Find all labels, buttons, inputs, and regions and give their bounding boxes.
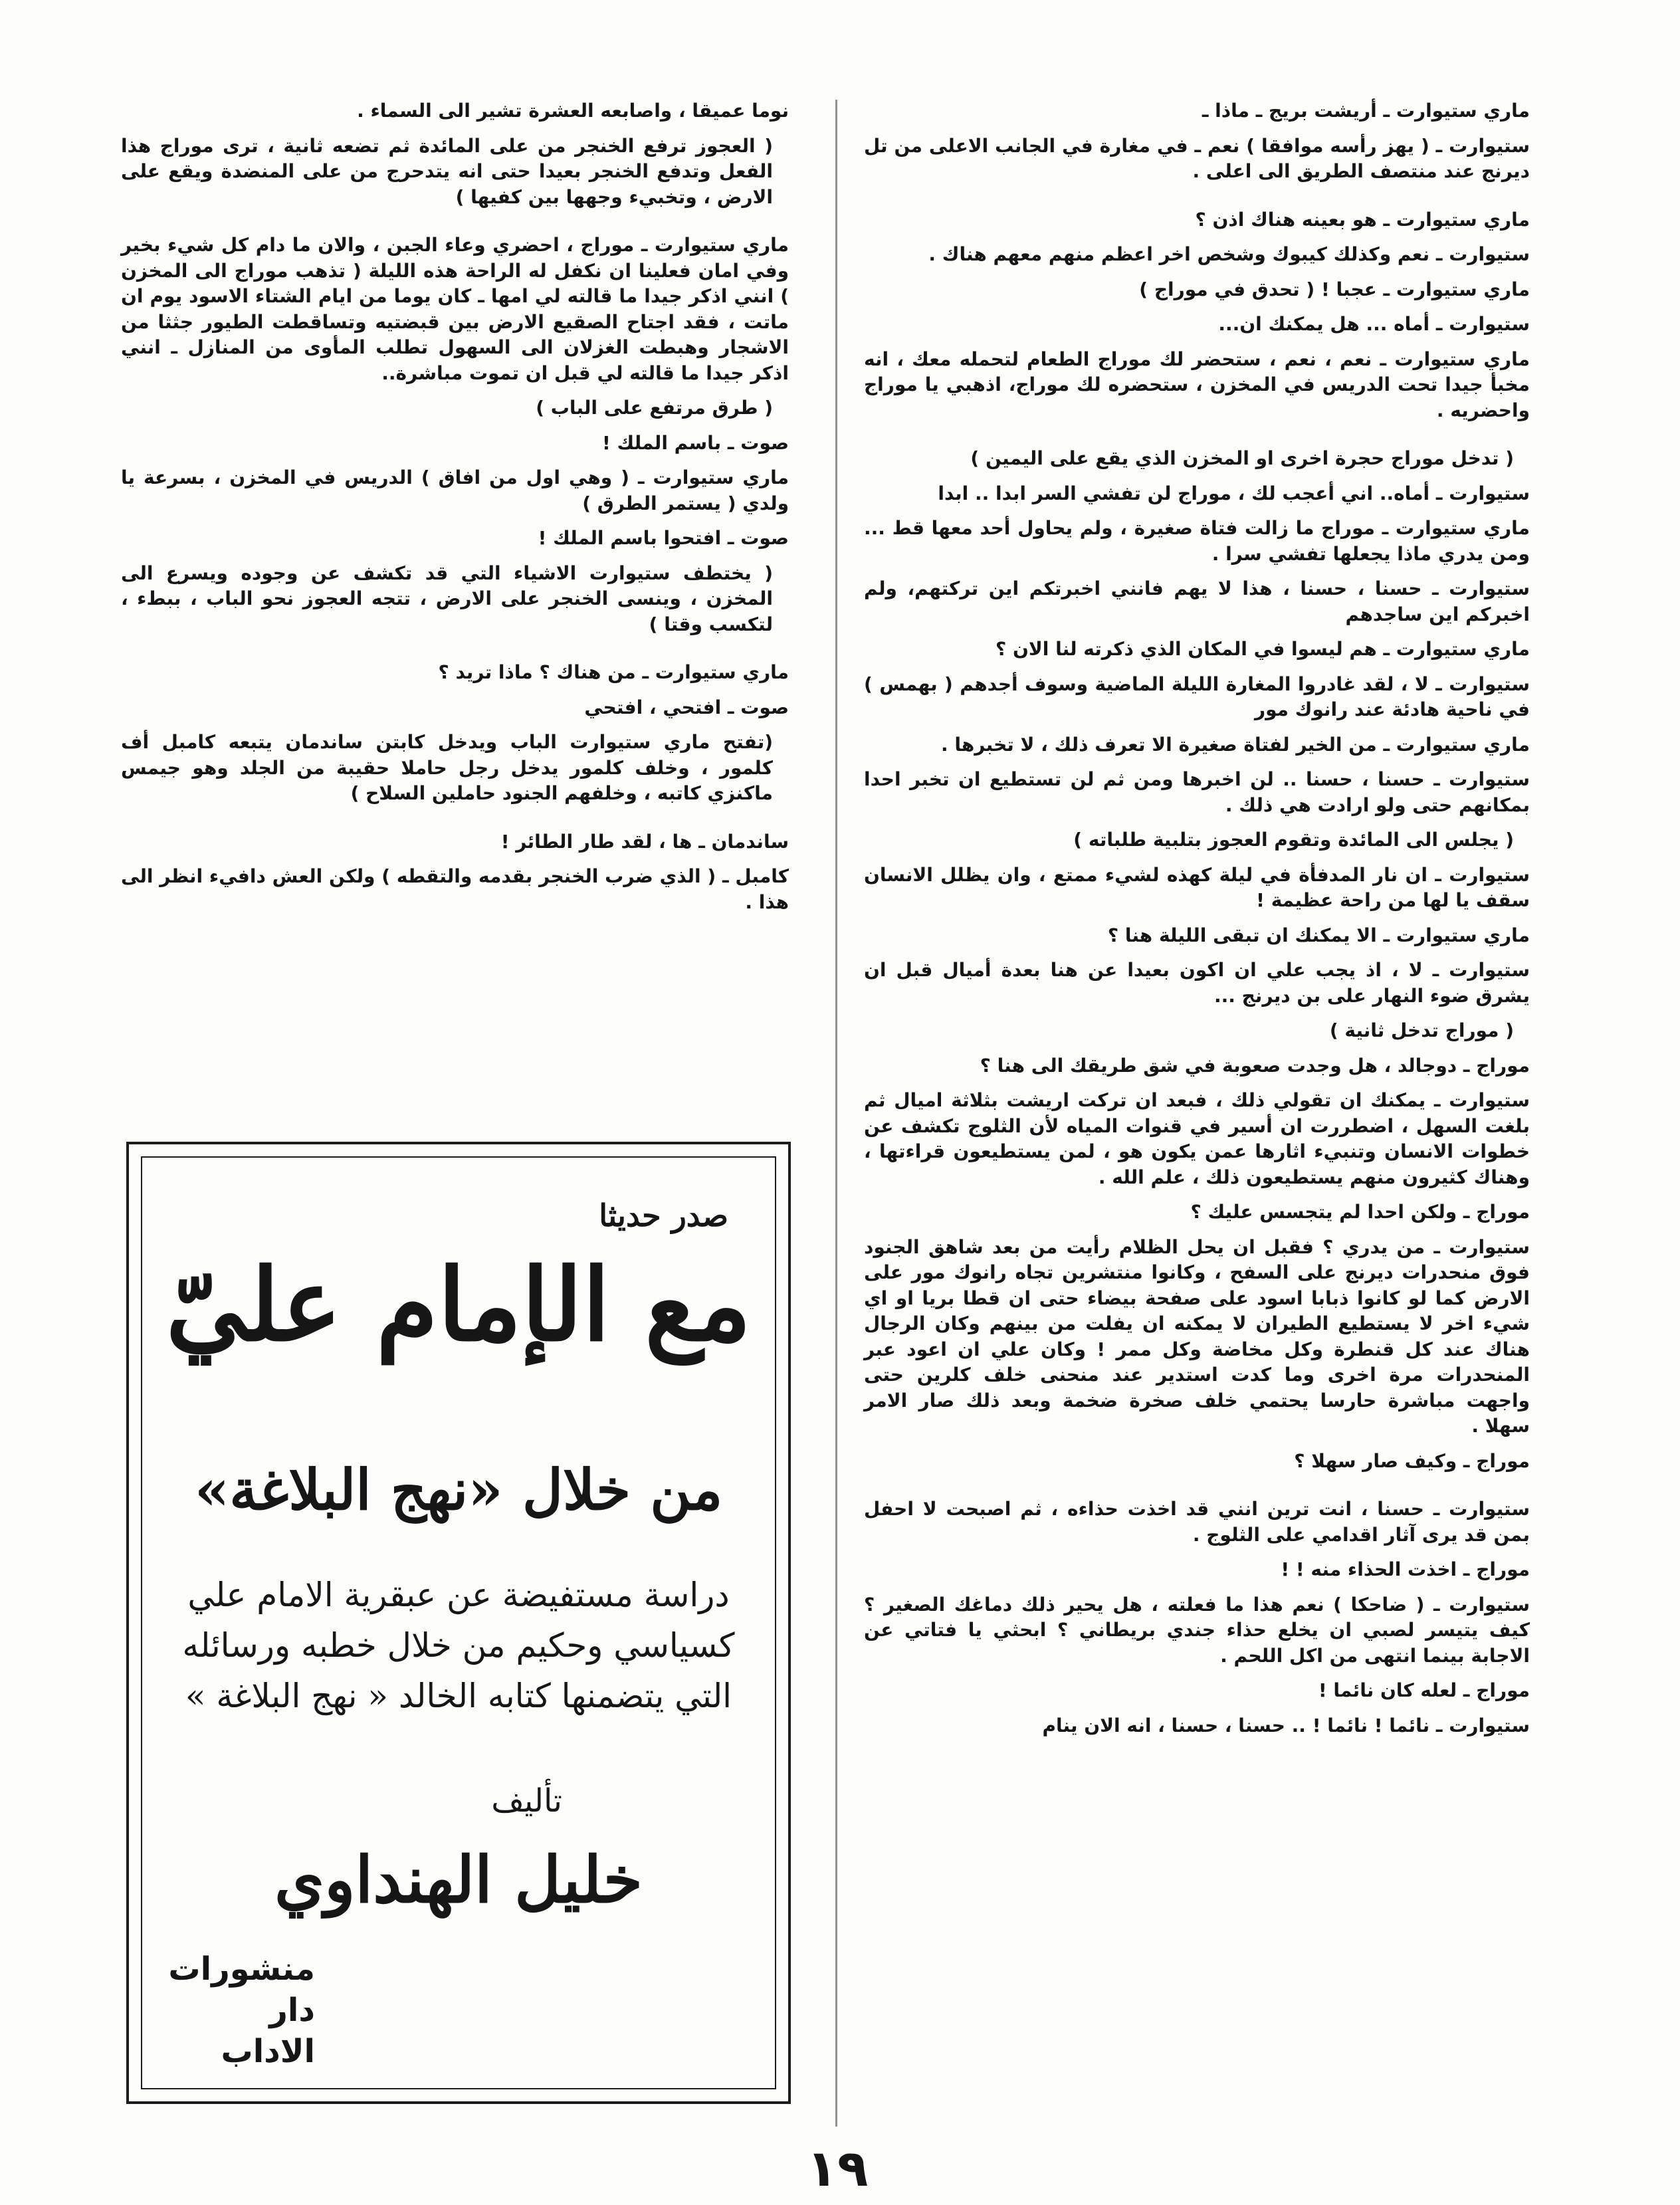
right-text-column xyxy=(864,98,1530,1748)
paragraph: ماري ستيوارت ـ من هناك ؟ ماذا تريد ؟ xyxy=(438,661,789,683)
ad-book-title: مع الإمام عليّ xyxy=(165,1247,752,1364)
ad-publisher xyxy=(168,1948,315,2072)
stage-direction: ( يجلس الى المائدة وتقوم العجوز بتلبية طلباته ) xyxy=(1073,829,1514,851)
ad-by-label: تأليف xyxy=(491,1782,562,1820)
ad-author: خليل الهنداوي xyxy=(274,1842,643,1917)
paragraph: ستيوارت ـ من يدري ؟ فقبل ان يحل الظلام رأيت من بعد شاهق الجنود فوق منحدرات ديرنج على السفح ، وكانوا منتشرين تجاه رانوك مور على الارض كما لو كانوا ذبابا اسود على صفحة بيضاء حتى ان قطا بريا او اي شيء اخر لا يستطيع الطيران لا يمكنه ان يفلت من بينهم وكان الرجال هناك عند كل قنطرة وكل مخاضة وكل ممر ! وكان علي ان اعود عبر المنحدرات مرة اخرى وما كدت استدير عند منحنى خلف كلرين حتى واجهت مباشرة حارسا يحتمي خلف صخرة ضخمة وبعد ذلك صار الامر سهلا . xyxy=(864,1235,1530,1437)
paragraph: ماري ستيوارت ـ هو بعينه هناك اذن ؟ xyxy=(1195,208,1530,231)
paragraph: موراج ـ وكيف صار سهلا ؟ xyxy=(1294,1449,1530,1472)
paragraph: ستيوارت ـ أماه ... هل يمكنك ان... xyxy=(1218,313,1530,335)
paragraph: موراج ـ اخذت الحذاء منه ! ! xyxy=(1281,1558,1530,1580)
ad-book-subtitle: من خلال «نهج البلاغة» xyxy=(194,1457,723,1522)
book-advertisement xyxy=(126,1142,791,2104)
paragraph: ستيوارت ـ حسنا ، انت ترين انني قد اخذت حذاءه ، ثم اصبحت لا احفل بمن قد يرى آثار اقدامي على الثلوج . xyxy=(864,1498,1530,1546)
paragraph: ماري ستيوارت ـ من الخير لفتاة صغيرة الا تعرف ذلك ، لا تخبرها . xyxy=(940,733,1530,756)
paragraph: ماري ستيوارت ـ موراج ، احضري وعاء الجبن ، والان ما دام كل شيء بخير وفي امان فعلينا ان نكفل له الراحة هذه الليلة ( تذهب موراج الى المخزن ) انني اذكر جيدا ما قالته لي امها ـ كان يوما من ايام الشتاء الاسود يوم ان ماتت ، فقد اجتاح الصقيع الارض بين قبضتيه وتساقطت الطيور جثثا من الاشجار وهبطت الغزلان الى السهول تطلب المأوى من المنازل ـ انني اذكر جيدا ما قالته لي قبل ان تموت مباشرة.. xyxy=(121,234,789,384)
stage-direction: ( طرق مرتفع على الباب ) xyxy=(536,397,773,419)
page-number: ١٩ xyxy=(806,2139,869,2198)
stage-direction: ( يختطف ستيوارت الاشياء التي قد تكشف عن وجوده ويسرع الى المخزن ، وينسى الخنجر على الارض ، تتجه العجوز نحو الباب ، ببطء ، لتكسب وقتا ) xyxy=(121,562,773,635)
paragraph: ماري ستيوارت ـ هم ليسوا في المكان الذي ذكرته لنا الان ؟ xyxy=(996,638,1530,660)
paragraph: صوت ـ افتحي ، افتحي xyxy=(584,696,789,718)
paragraph: موراج ـ دوجالد ، هل وجدت صعوبة في شق طريقك الى هنا ؟ xyxy=(980,1054,1530,1077)
paragraph: ماري ستيوارت ـ أريشت بريج ـ ماذا ـ xyxy=(1202,100,1530,122)
paragraph: ستيوارت ـ أماه.. اني أعجب لك ، موراج لن تفشي السر ابدا .. ابدا xyxy=(938,482,1530,504)
ad-publisher-line: منشورات xyxy=(168,1950,315,1988)
paragraph: ستيوارت ـ ( ضاحكا ) نعم هذا ما فعلته ، هل يحير ذلك دماغك الصغير ؟ كيف يتيسر لصبي ان يخلع حذاء جندي بريطاني ؟ ابحثي يا فتاتي عن الاجابة بينما انتهى من اكل اللحم . xyxy=(864,1593,1530,1667)
paragraph: ماري ستيوارت ـ موراج ما زالت فتاة صغيرة ، ولم يحاول أحد معها قط ... ومن يدري ماذا يجعلها تفشي سرا . xyxy=(864,517,1530,565)
paragraph: ستيوارت ـ حسنا ، حسنا ، هذا لا يهم فانني اخبرتكم اين تركتهم، ولم اخبركم اين ساجدهم xyxy=(864,578,1530,625)
paragraph: ستيوارت ـ ( يهز رأسه موافقا ) نعم ـ في مغارة في الجانب الاعلى من تل ديرنج عند منتصف الطريق الى اعلى . xyxy=(864,134,1530,182)
stage-direction: ( موراج تدخل ثانية ) xyxy=(1329,1019,1514,1041)
paragraph: نوما عميقا ، واصابعه العشرة تشير الى السماء . xyxy=(357,100,789,122)
paragraph: ستيوارت ـ ان نار المدفأة في ليلة كهذه لشيء ممتع ، وان يظلل الانسان سقف يا لها من راحة عظيمة ! xyxy=(864,863,1530,911)
left-text-column xyxy=(121,98,789,924)
paragraph: موراج ـ لعله كان نائما ! xyxy=(1318,1679,1530,1701)
paragraph: ستيوارت ـ نائما ! نائما ! .. حسنا ، حسنا ، انه الان ينام xyxy=(1042,1714,1530,1736)
ad-recent-label: صدر حديثا xyxy=(599,1198,728,1233)
paragraph: ماري ستيوارت ـ الا يمكنك ان تبقى الليلة هنا ؟ xyxy=(1107,924,1530,946)
stage-direction: ( العجوز ترفع الخنجر من على المائدة ثم تضعه ثانية ، ترى موراج هذا الفعل وتدفع الخنجر بعيدا حتى انه يتدحرج من على المنضدة ويقع على الارض ، وتخبيء وجهها بين كفيها ) xyxy=(121,134,773,208)
paragraph: ساندمان ـ ها ، لقد طار الطائر ! xyxy=(500,830,789,853)
stage-direction: (تفتح ماري ستيوارت الباب ويدخل كابتن ساندمان يتبعه كامبل أف كلمور ، وخلف كلمور يدخل رجل حاملا حقيبة من الجلد وهو جيمس ماكنزي كاتبه ، وخلفهم الجنود حاملين السلاح ) xyxy=(121,731,773,804)
paragraph: صوت ـ افتحوا باسم الملك ! xyxy=(538,527,789,549)
paragraph: ستيوارت ـ حسنا ، حسنا .. لن اخبرها ومن ثم لن تستطيع ان تخبر احدا بمكانهم حتى ولو ارادت هي ذلك . xyxy=(864,768,1530,816)
paragraph: موراج ـ ولكن احدا لم يتجسس عليك ؟ xyxy=(1190,1201,1530,1223)
paragraph: ستيوارت ـ نعم وكذلك كيبوك وشخص اخر اعظم منهم معهم هناك . xyxy=(928,243,1530,265)
paragraph: ماري ستيوارت ـ عجبا ! ( تحدق في موراج ) xyxy=(1139,278,1530,300)
paragraph: ماري ستيوارت ـ نعم ، نعم ، ستحضر لك موراج الطعام لتحمله معك ، انه مخبأ جيدا تحت الدريس في المخزن ، ستحضره لك موراج، اذهبي يا موراج واحضريه . xyxy=(864,348,1530,421)
paragraph: ستيوارت ـ لا ، اذ يجب علي ان اكون بعيدا عن هنا بعدة أميال قبل ان يشرق ضوء النهار على بن ديرنج ... xyxy=(864,959,1530,1007)
paragraph: ماري ستيوارت ـ ( وهي اول من افاق ) الدريس في المخزن ، بسرعة يا ولدي ( يستمر الطرق ) xyxy=(121,467,789,514)
paragraph: صوت ـ باسم الملك ! xyxy=(602,431,789,454)
paragraph: ستيوارت ـ لا ، لقد غادروا المغارة الليلة الماضية وسوف أجدهم ( بهمس ) في ناحية هادئة عند رانوك مور xyxy=(864,673,1530,720)
ad-description: دراسة مستفيضة عن عبقرية الامام علي كسياسي وحكيم من خلال خطبه ورسائله التي يتضمنها كتابه الخالد « نهج البلاغة » xyxy=(182,1576,735,1715)
stage-direction: ( تدخل موراج حجرة اخرى او المخزن الذي يقع على اليمين ) xyxy=(970,447,1514,469)
paragraph: كامبل ـ ( الذي ضرب الخنجر بقدمه والتقطه ) ولكن العش دافيء انظر الى هذا . xyxy=(121,865,789,913)
column-divider xyxy=(835,100,837,2127)
paragraph: ستيوارت ـ يمكنك ان تقولي ذلك ، فبعد ان تركت اريشت بثلاثة اميال ثم بلغت السهل ، اضطررت ان أسير في قنوات المياه لأن الثلوج تكشف عن خطوات الانسان وتنبيء اثارها عمن يكون هو ، لمن يستطيعون قراءتها ، وهناك كثيرون منهم يستطيعون ذلك ، علم الله . xyxy=(864,1089,1530,1188)
ad-publisher-name: دار الاداب xyxy=(221,1992,315,2070)
